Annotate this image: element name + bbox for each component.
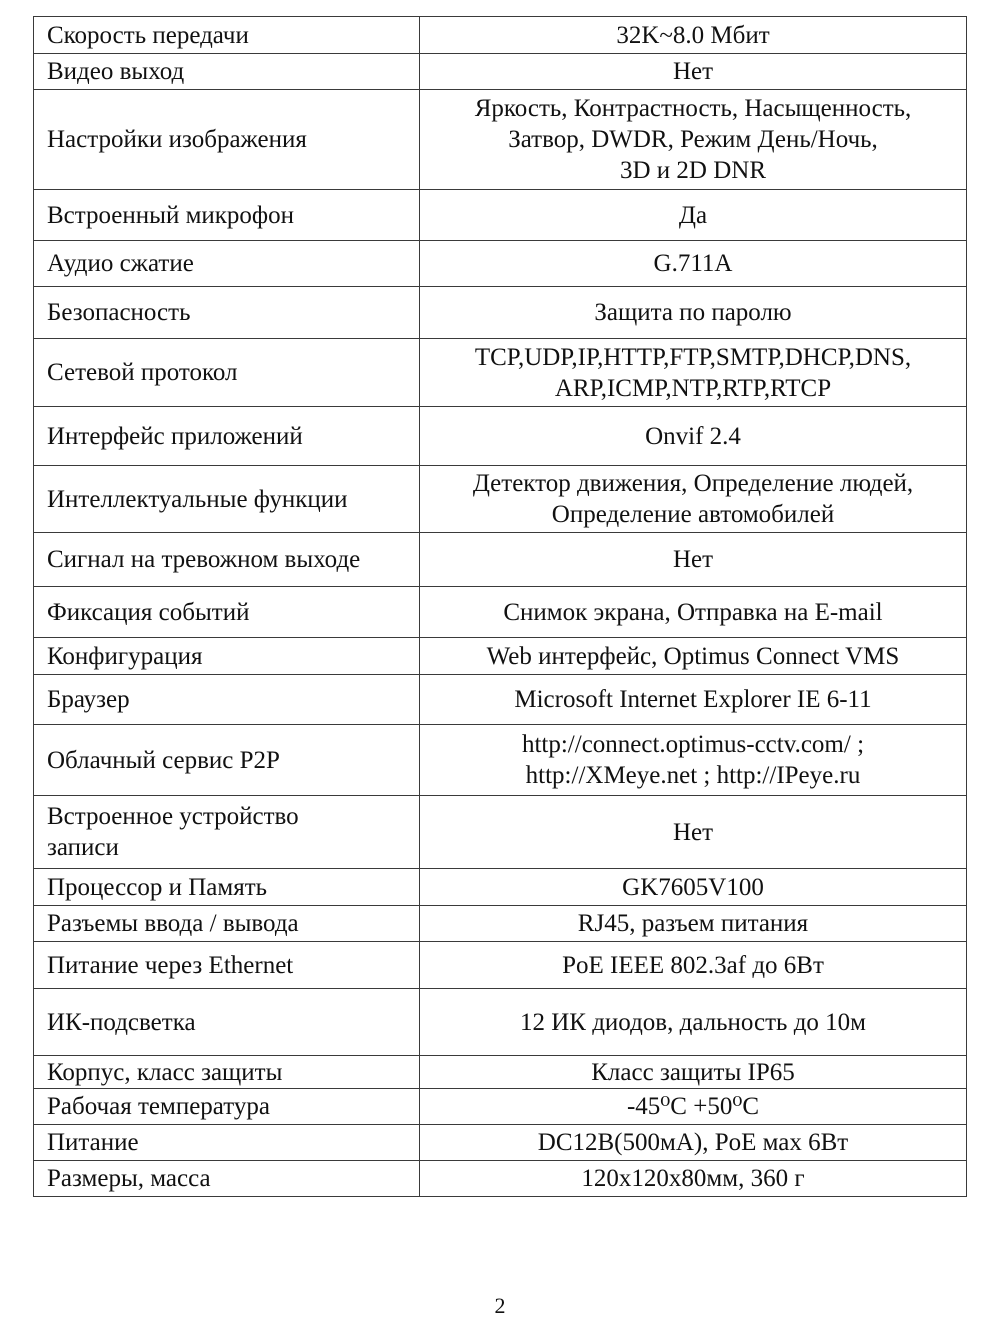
spec-value-cell: [420, 241, 967, 287]
spec-value-text: TCP,UDP,IP,HTTP,FTP,SMTP,DHCP,DNS,: [474, 343, 912, 371]
spec-value-cell: [420, 1056, 967, 1089]
table-row: [34, 190, 967, 241]
spec-name-cell: [34, 54, 420, 90]
spec-value-text: Нет: [672, 818, 714, 846]
spec-name-cell: [34, 287, 420, 339]
spec-value-text: Microsoft Internet Explorer IE 6-11: [514, 686, 872, 713]
table-row: [34, 54, 967, 90]
spec-value-text: Защита по паролю: [594, 299, 792, 326]
spec-value-cell: [420, 942, 967, 989]
table-row: [34, 906, 967, 942]
spec-value-cell: [420, 533, 967, 587]
specifications-table: [33, 16, 967, 1197]
spec-value-text: http://connect.optimus-cctv.com/ ;: [521, 731, 865, 758]
spec-value-text: RJ45, разъем питания: [577, 910, 809, 937]
spec-name-cell: [34, 533, 420, 587]
spec-value-cell: [420, 989, 967, 1056]
spec-name-text: Интерфейс приложений: [47, 422, 303, 450]
spec-value-cell: [420, 339, 967, 407]
spec-name-text: Браузер: [47, 686, 130, 713]
table-row: [34, 942, 967, 989]
spec-name-text: Встроенный микрофон: [47, 201, 295, 229]
specifications-table-body: [34, 17, 967, 1197]
table-row: [34, 466, 967, 533]
spec-value-text: 120х120х80мм, 360 г: [581, 1165, 805, 1192]
table-row: [34, 675, 967, 725]
spec-name-cell: [34, 989, 420, 1056]
spec-name-text: Аудио сжатие: [47, 250, 194, 277]
spec-value-text: -45⁰С +50⁰С: [626, 1093, 760, 1120]
spec-name-text: Процессор и Память: [47, 873, 268, 901]
spec-value-cell: [420, 1089, 967, 1125]
spec-value-cell: [420, 287, 967, 339]
table-row: [34, 407, 967, 466]
spec-name-cell: [34, 1056, 420, 1089]
spec-value-text: Определение автомобилей: [551, 501, 835, 528]
spec-name-cell: [34, 241, 420, 287]
spec-name-cell: [34, 17, 420, 54]
spec-name-cell: [34, 796, 420, 869]
spec-value-cell: [420, 906, 967, 942]
spec-value-cell: [420, 190, 967, 241]
spec-value-text: 12 ИК диодов, дальность до 10м: [519, 1008, 866, 1036]
spec-name-text: Интеллектуальные функции: [47, 485, 348, 513]
spec-value-text: G.711A: [653, 250, 733, 277]
spec-name-cell: [34, 466, 420, 533]
spec-name-text: Сигнал на тревожном выходе: [47, 546, 361, 573]
spec-name-cell: [34, 675, 420, 725]
spec-name-text: Питание через Ethernet: [47, 951, 294, 979]
spec-value-text: Нет: [672, 58, 714, 85]
table-row: [34, 796, 967, 869]
table-row: [34, 869, 967, 906]
spec-name-cell: [34, 407, 420, 466]
spec-value-cell: [420, 796, 967, 869]
spec-value-text: http://XMeye.net ; http://IPeye.ru: [525, 762, 861, 789]
spec-name-text: Разъемы ввода / вывода: [47, 910, 299, 937]
spec-name-text: Видео выход: [47, 58, 185, 85]
spec-value-text: Затвор, DWDR, Режим День/Ночь,: [508, 126, 878, 153]
spec-name-text: Облачный сервис P2P: [47, 746, 280, 774]
table-row: [34, 17, 967, 54]
spec-value-cell: [420, 1125, 967, 1161]
spec-name-text: Безопасность: [47, 299, 191, 326]
spec-name-cell: [34, 1089, 420, 1125]
spec-value-text: Да: [678, 201, 708, 229]
table-row: [34, 287, 967, 339]
spec-value-cell: [420, 1161, 967, 1197]
spec-name-cell: [34, 1125, 420, 1161]
spec-value-cell: [420, 17, 967, 54]
spec-name-text: Настройки изображения: [47, 126, 307, 153]
table-row: [34, 1056, 967, 1089]
spec-value-text: 32K~8.0 Мбит: [616, 21, 770, 49]
spec-name-cell: [34, 90, 420, 190]
spec-value-text: Снимок экрана, Отправка на E-mail: [503, 598, 883, 626]
table-row: [34, 533, 967, 587]
spec-name-cell: [34, 190, 420, 241]
spec-value-text: Класс защиты IP65: [591, 1058, 795, 1086]
table-row: [34, 241, 967, 287]
spec-value-cell: [420, 638, 967, 675]
table-row: [34, 1125, 967, 1161]
table-row: [34, 725, 967, 796]
spec-name-text: Встроенное устройство: [47, 803, 299, 830]
spec-value-text: ARP,ICMP,NTP,RTP,RTCP: [554, 374, 832, 402]
spec-value-text: 3D и 2D DNR: [619, 157, 767, 184]
spec-name-cell: [34, 725, 420, 796]
spec-value-text: PoE IEEE 802.3af до 6Вт: [562, 951, 824, 979]
spec-value-text: Нет: [672, 546, 714, 573]
spec-name-text: Корпус, класс защиты: [47, 1058, 283, 1086]
page-number: 2: [494, 1293, 506, 1318]
spec-value-text: Onvif 2.4: [645, 422, 741, 450]
table-row: [34, 587, 967, 638]
spec-value-cell: [420, 407, 967, 466]
spec-name-text: Скорость передачи: [47, 21, 249, 49]
spec-value-cell: [420, 675, 967, 725]
table-row: [34, 339, 967, 407]
spec-name-cell: [34, 1161, 420, 1197]
spec-value-text: Яркость, Контрастность, Насыщенность,: [474, 95, 912, 122]
spec-name-text: Рабочая температура: [47, 1093, 270, 1120]
table-row: [34, 1089, 967, 1125]
spec-name-cell: [34, 339, 420, 407]
spec-name-cell: [34, 942, 420, 989]
spec-name-text: Сетевой протокол: [47, 359, 238, 386]
spec-value-cell: [420, 725, 967, 796]
table-row: [34, 1161, 967, 1197]
table-row: [34, 989, 967, 1056]
spec-name-text: ИК-подсветка: [47, 1008, 196, 1036]
spec-value-cell: [420, 54, 967, 90]
spec-value-text: DC12В(500мА), PoE мах 6Вт: [537, 1129, 849, 1156]
spec-value-text: Детектор движения, Определение людей,: [472, 470, 914, 497]
spec-name-text: Конфигурация: [47, 642, 203, 670]
spec-name-cell: [34, 638, 420, 675]
spec-name-cell: [34, 587, 420, 638]
spec-name-cell: [34, 906, 420, 942]
spec-value-cell: [420, 90, 967, 190]
spec-value-cell: [420, 869, 967, 906]
table-row: [34, 90, 967, 190]
table-row: [34, 638, 967, 675]
spec-value-text: Web интерфейс, Optimus Connect VMS: [486, 642, 900, 670]
spec-name-text: Питание: [47, 1129, 139, 1156]
spec-name-text: Фиксация событий: [47, 598, 250, 626]
spec-value-text: GK7605V100: [622, 873, 764, 901]
spec-name-text: Размеры, масса: [47, 1165, 211, 1192]
spec-name-cell: [34, 869, 420, 906]
spec-name-text: записи: [47, 834, 119, 861]
spec-value-cell: [420, 587, 967, 638]
spec-value-cell: [420, 466, 967, 533]
